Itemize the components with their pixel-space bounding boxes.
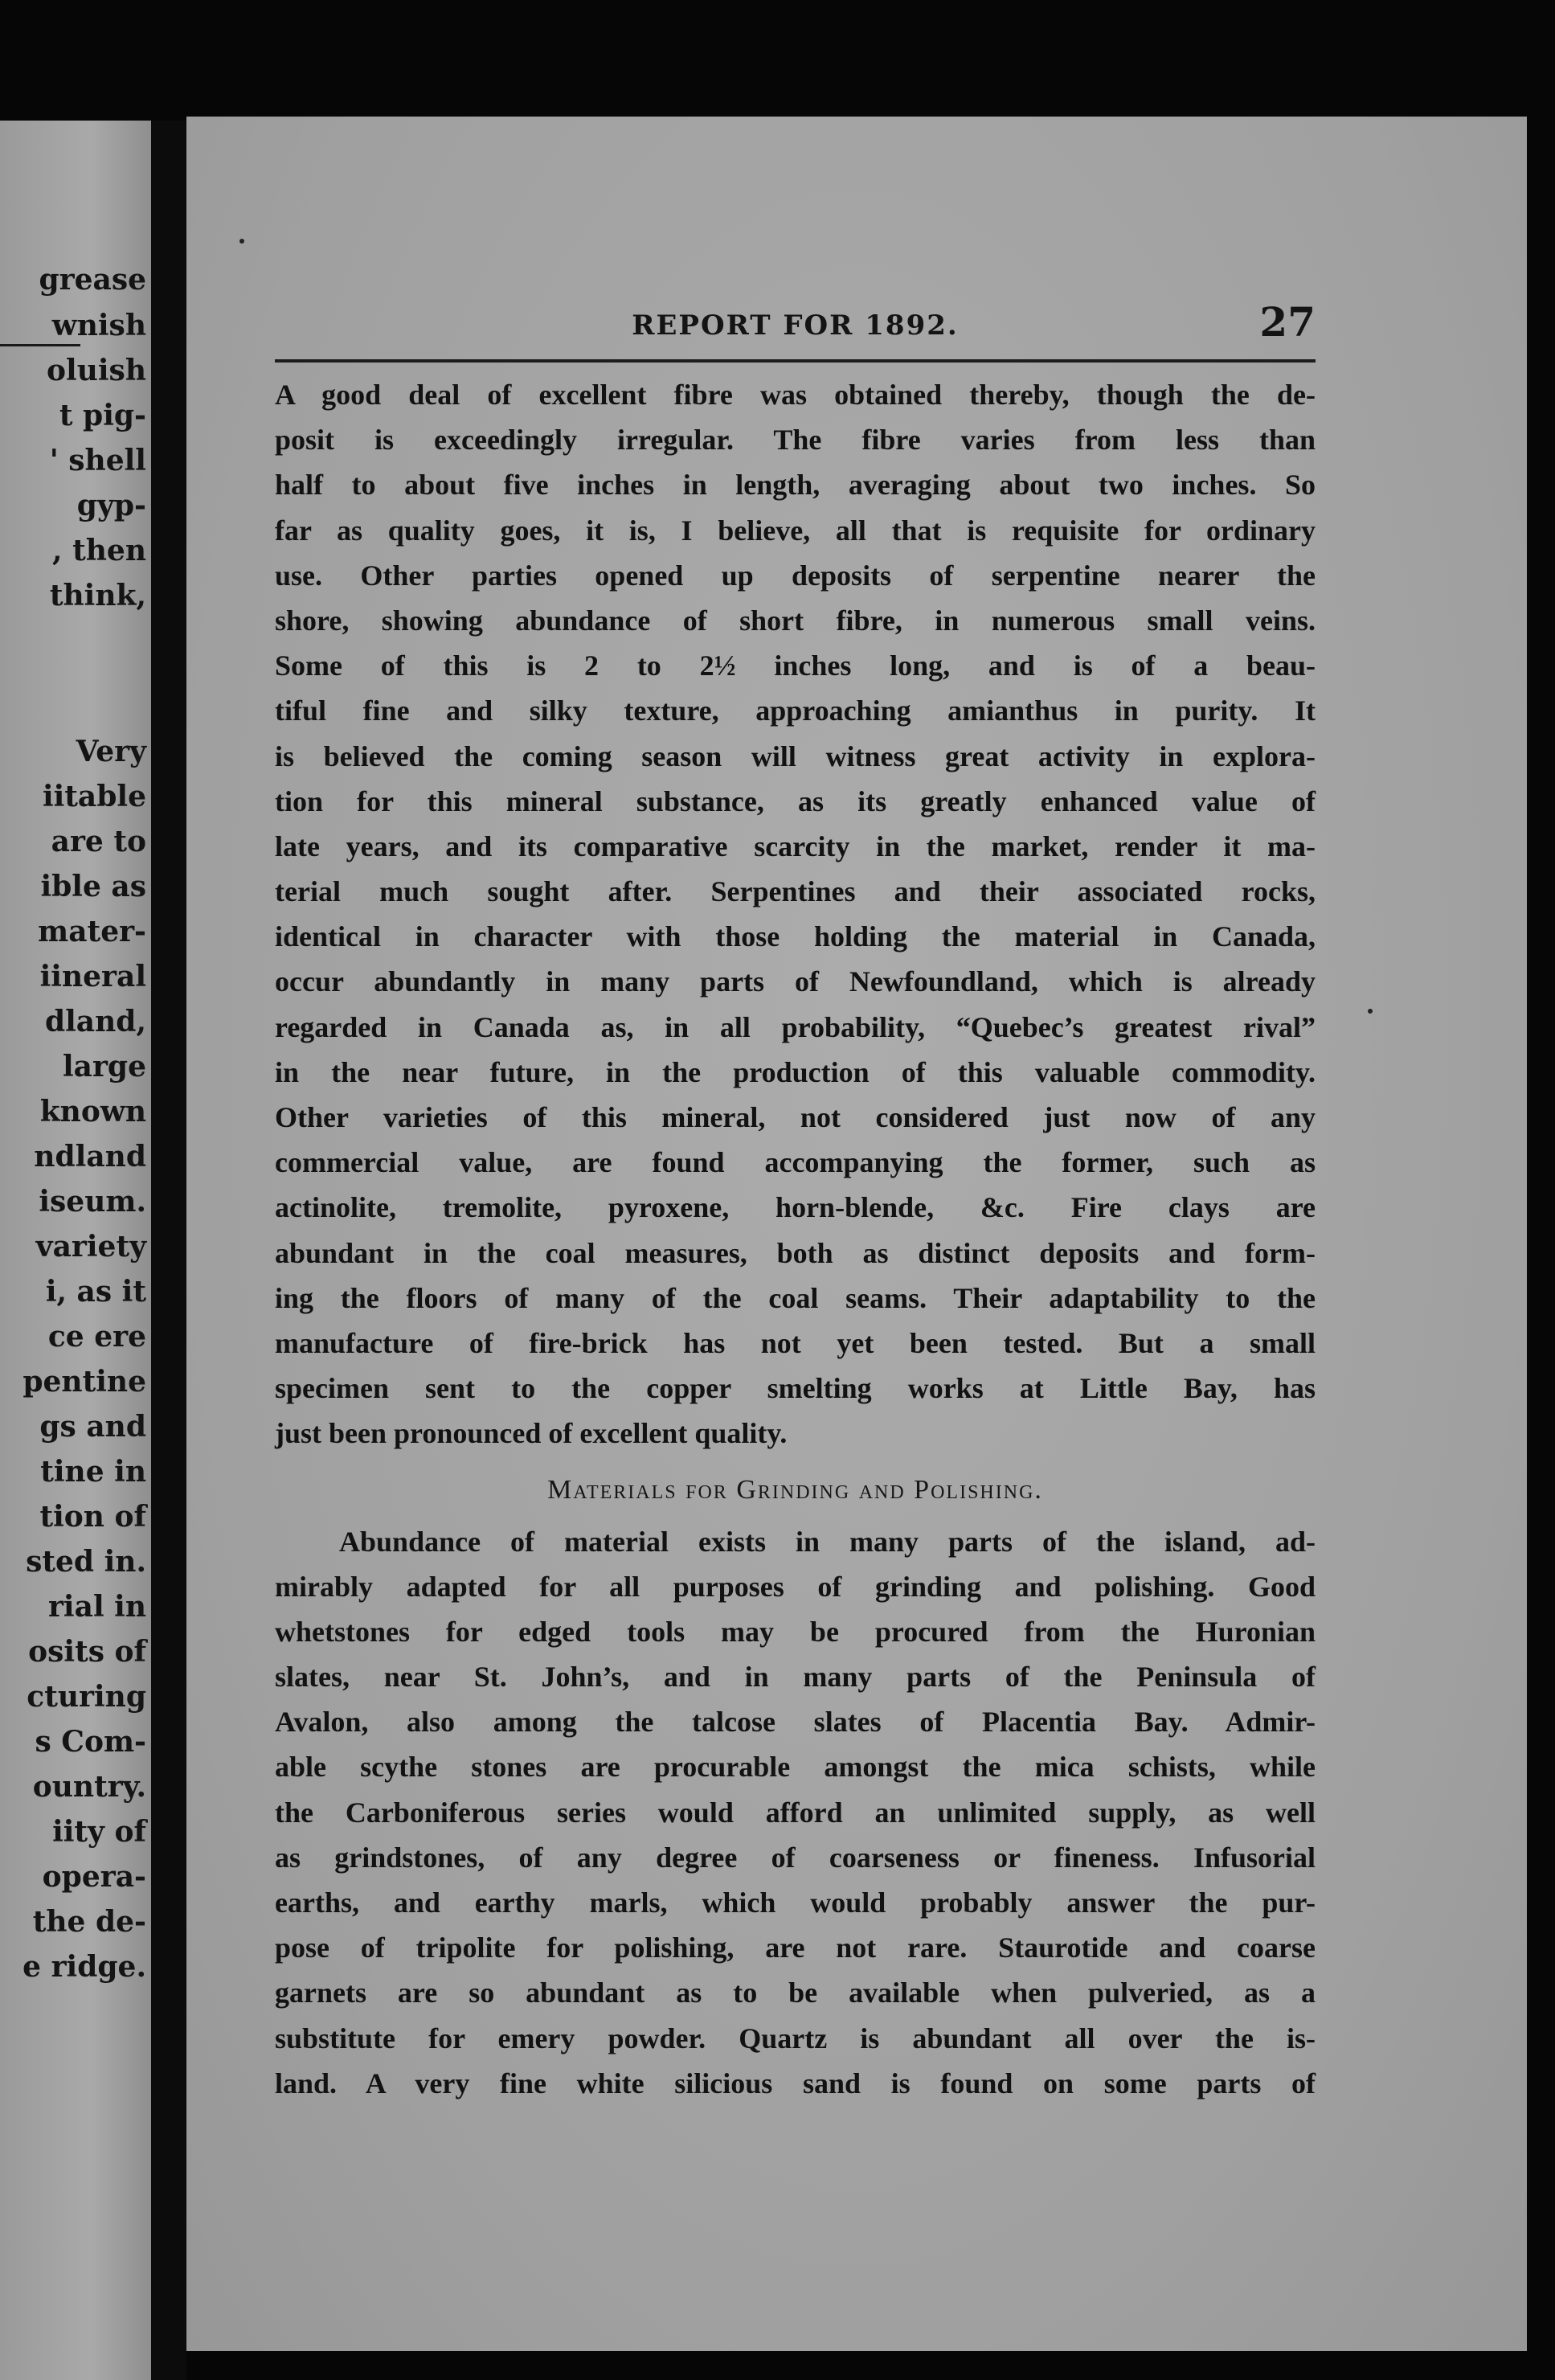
text-line: regarded in Canada as, in all probability, “Quebec’s greatest rival” bbox=[275, 1010, 1316, 1043]
left-page-line: gs and bbox=[39, 1410, 146, 1444]
text-line: identical in character with those holding the material in Canada, bbox=[275, 920, 1316, 953]
text-line: terial much sought after. Serpentines and their associated rocks, bbox=[275, 875, 1316, 908]
left-page-line: iineral bbox=[39, 960, 146, 993]
left-page-line: ' shell bbox=[49, 444, 146, 477]
text-line: land. A very fine white silicious sand is found on some parts of bbox=[275, 2067, 1316, 2099]
left-page-line: large bbox=[62, 1050, 146, 1083]
text-line: pose of tripolite for polishing, are not rare. Staurotide and coarse bbox=[275, 1931, 1316, 1964]
left-page-line: , then bbox=[52, 534, 146, 567]
text-line: tion for this mineral substance, as its greatly enhanced value of bbox=[275, 784, 1316, 817]
left-page-line: t pig- bbox=[59, 399, 146, 432]
left-page-line: cturing bbox=[27, 1680, 146, 1714]
section-heading: Materials for Grinding and Polishing. bbox=[547, 1474, 1043, 1505]
left-page-line: the de- bbox=[32, 1905, 146, 1939]
text-line: posit is exceedingly irregular. The fibre varies from less than bbox=[275, 424, 1316, 457]
left-page-line: i, as it bbox=[45, 1275, 146, 1309]
left-page-line: tine in bbox=[40, 1455, 146, 1489]
text-line: slates, near St. John’s, and in many parts of the Peninsula of bbox=[275, 1661, 1316, 1694]
text-line: whetstones for edged tools may be procured from the Huronian bbox=[275, 1615, 1316, 1648]
text-line: substitute for emery powder. Quartz is abundant all over the is- bbox=[275, 2022, 1316, 2054]
left-page-line: are to bbox=[51, 825, 146, 858]
text-line: half to about five inches in length, averaging about two inches. So bbox=[275, 469, 1316, 502]
book-spine bbox=[151, 121, 186, 2380]
left-page-line: variety bbox=[35, 1230, 146, 1264]
text-line: in the near future, in the production of this valuable commodity. bbox=[275, 1055, 1316, 1088]
left-page-line: iitable bbox=[42, 780, 146, 813]
left-page-line: wnish bbox=[51, 309, 146, 342]
text-line: use. Other parties opened up deposits of serpentine nearer the bbox=[275, 559, 1316, 592]
text-line: shore, showing abundance of short fibre, in numerous small veins. bbox=[275, 604, 1316, 637]
left-page-line: grease bbox=[39, 263, 146, 297]
left-page-line: iity of bbox=[52, 1815, 146, 1849]
left-page-fragment bbox=[0, 121, 151, 2380]
left-page-line: known bbox=[39, 1095, 146, 1129]
page-body bbox=[275, 372, 1316, 2106]
left-page-line: oluish bbox=[47, 354, 146, 387]
page-number: 27 bbox=[1259, 298, 1316, 346]
text-line: as grindstones, of any degree of coarseness or fineness. Infusorial bbox=[275, 1841, 1316, 1874]
print-speck bbox=[1368, 1009, 1373, 1014]
left-page-line: ndland bbox=[34, 1140, 146, 1174]
text-line: specimen sent to the copper smelting works at Little Bay, has bbox=[275, 1372, 1316, 1405]
text-line: tiful fine and silky texture, approaching amianthus in purity. It bbox=[275, 694, 1316, 727]
paragraph-1 bbox=[275, 372, 1316, 1456]
text-line: mirably adapted for all purposes of grinding and polishing. Good bbox=[275, 1570, 1316, 1603]
text-line: manufacture of fire-brick has not yet been tested. But a small bbox=[275, 1326, 1316, 1359]
left-page-line: s Com- bbox=[35, 1725, 146, 1759]
text-line: ing the floors of many of the coal seams. Their adaptability to the bbox=[275, 1281, 1316, 1314]
text-line: Other varieties of this mineral, not considered just now of any bbox=[275, 1101, 1316, 1133]
running-head bbox=[275, 298, 1316, 358]
left-page-line: pentine bbox=[23, 1365, 146, 1399]
left-page-line: rial in bbox=[47, 1590, 146, 1624]
text-line: late years, and its comparative scarcity in the market, render it ma- bbox=[275, 830, 1316, 862]
header-rule bbox=[275, 359, 1316, 363]
text-line: Abundance of material exists in many parts of the island, ad- bbox=[339, 1525, 1316, 1558]
page bbox=[186, 117, 1527, 2351]
text-line: actinolite, tremolite, pyroxene, horn-blende, &c. Fire clays are bbox=[275, 1191, 1316, 1224]
text-line: just been pronounced of excellent quality. bbox=[275, 1417, 788, 1450]
print-speck bbox=[239, 239, 244, 244]
text-line: far as quality goes, it is, I believe, all that is requisite for ordinary bbox=[275, 514, 1316, 547]
text-line: occur abundantly in many parts of Newfoundland, which is already bbox=[275, 965, 1316, 998]
left-page-line: sted in. bbox=[26, 1545, 146, 1579]
text-line: garnets are so abundant as to be available when pulveried, as a bbox=[275, 1977, 1316, 2009]
text-line: is believed the coming season will witness great activity in explora- bbox=[275, 739, 1316, 772]
text-line: able scythe stones are procurable amongst the mica schists, while bbox=[275, 1751, 1316, 1784]
left-page-line: dland, bbox=[44, 1005, 146, 1038]
text-line: Some of this is 2 to 2½ inches long, and is of a beau- bbox=[275, 649, 1316, 682]
left-page-line: gyp- bbox=[76, 489, 146, 522]
text-line: Avalon, also among the talcose slates of Placentia Bay. Admir- bbox=[275, 1706, 1316, 1739]
left-page-line: ible as bbox=[40, 870, 146, 903]
left-page-line: ountry. bbox=[32, 1770, 146, 1804]
left-page-line: Very bbox=[76, 735, 146, 768]
left-page-line: tion of bbox=[39, 1500, 146, 1534]
text-line: the Carboniferous series would afford an unlimited supply, as well bbox=[275, 1796, 1316, 1829]
text-line: earths, and earthy marls, which would probably answer the pur- bbox=[275, 1886, 1316, 1919]
left-page-line: think, bbox=[49, 579, 146, 612]
left-page-line: mater- bbox=[38, 915, 146, 948]
text-line: abundant in the coal measures, both as distinct deposits and form- bbox=[275, 1236, 1316, 1269]
left-page-line: iseum. bbox=[39, 1185, 146, 1219]
text-line: commercial value, are found accompanying the former, such as bbox=[275, 1146, 1316, 1179]
text-line: A good deal of excellent fibre was obtained thereby, though the de- bbox=[275, 379, 1316, 411]
left-page-line: e ridge. bbox=[23, 1950, 146, 1984]
left-page-line: opera- bbox=[42, 1860, 146, 1894]
running-title: REPORT FOR 1892. bbox=[632, 309, 959, 342]
left-page-line: ce ere bbox=[47, 1320, 146, 1354]
paragraph-2 bbox=[275, 1519, 1316, 2106]
left-page-line: osits of bbox=[28, 1635, 146, 1669]
